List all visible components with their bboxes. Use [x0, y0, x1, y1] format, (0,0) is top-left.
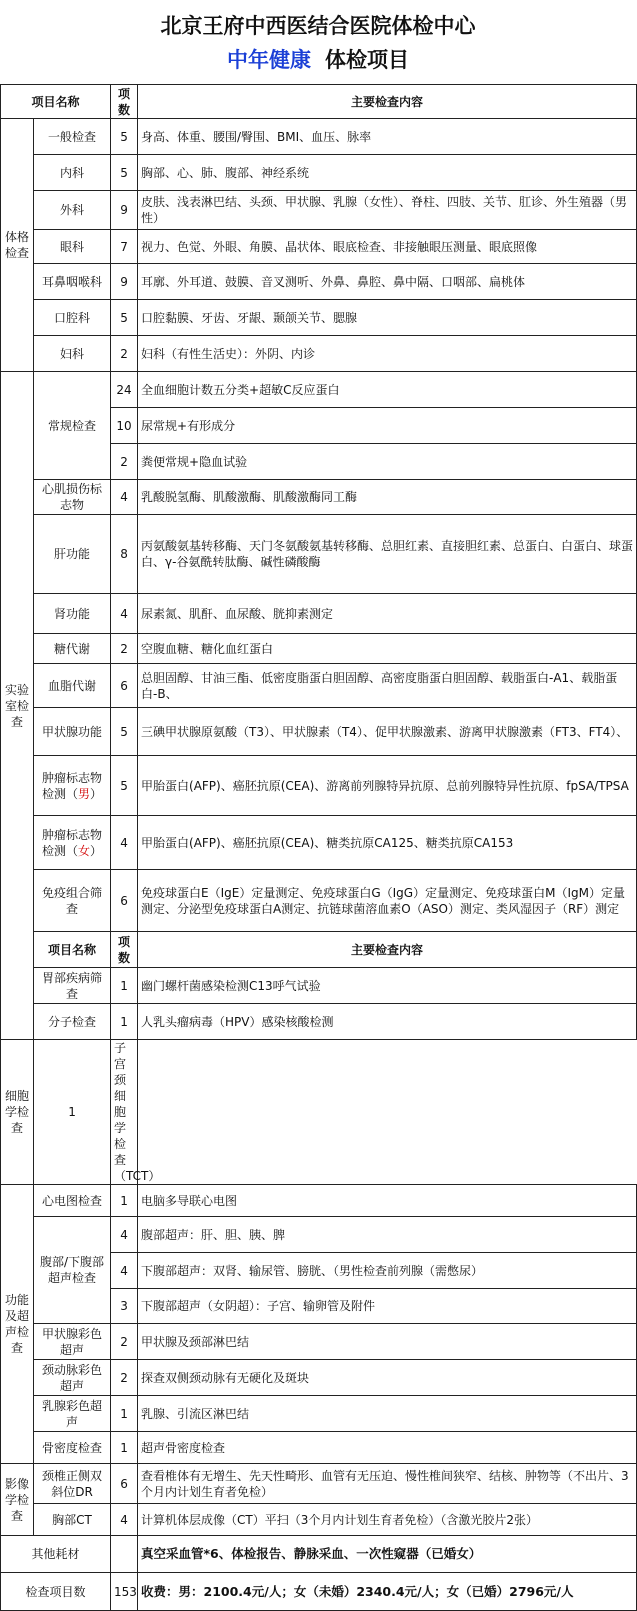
row-count: 6 — [111, 664, 138, 708]
table-row — [1, 1432, 637, 1464]
name-prefix: 肿瘤标志物检测（ — [41, 770, 103, 801]
row-content: 电脑多导联心电图 — [138, 1185, 637, 1217]
table-row — [1, 1464, 637, 1504]
row-name: 心电图检查 — [34, 1185, 111, 1217]
header-content: 主要检查内容 — [138, 85, 637, 119]
row-name: 外科 — [34, 191, 111, 230]
total-label: 检查项目数 — [1, 1573, 111, 1611]
row-content: 计算机体层成像（CT）平扫（3个月内计划生育者免检）（含激光胶片2张） — [138, 1504, 637, 1536]
consumables-content: 真空采血管*6、体检报告、静脉采血、一次性窥器（已婚女） — [138, 1536, 637, 1573]
header-content: 主要检查内容 — [138, 932, 637, 968]
name-prefix: 肿瘤标志物检测（ — [41, 827, 103, 858]
header-count: 项数 — [111, 932, 138, 968]
table-row — [1, 480, 637, 515]
row-count: 5 — [111, 756, 138, 816]
table-row — [1, 1324, 637, 1360]
table-row — [1, 1504, 637, 1536]
row-name: 腹部/下腹部超声检查 — [34, 1217, 111, 1324]
row-content: 全血细胞计数五分类+超敏C反应蛋白 — [138, 372, 637, 408]
row-count: 10 — [111, 408, 138, 444]
row-name — [34, 756, 111, 816]
row-count: 5 — [111, 155, 138, 191]
table-row — [1, 1185, 637, 1217]
table-row — [1, 336, 637, 372]
row-count: 8 — [111, 515, 138, 594]
row-count: 9 — [111, 264, 138, 300]
table-row — [1, 1360, 637, 1396]
row-count: 6 — [111, 1464, 138, 1504]
row-name: 口腔科 — [34, 300, 111, 336]
table-row — [1, 1004, 637, 1040]
table-row — [1, 968, 637, 1004]
row-content: 下腹部超声（女阴超）：子宫、输卵管及附件 — [138, 1289, 637, 1324]
row-count: 9 — [111, 191, 138, 230]
row-count: 3 — [111, 1289, 138, 1324]
row-name: 颈动脉彩色超声 — [34, 1360, 111, 1396]
row-content: 三碘甲状腺原氨酸（T3）、甲状腺素（T4）、促甲状腺激素、游离甲状腺激素（FT3、FT4）、 — [138, 708, 637, 756]
row-name: 心肌损伤标志物 — [34, 480, 111, 515]
table-row — [1, 119, 637, 155]
table-row — [1, 756, 637, 816]
row-name — [34, 816, 111, 870]
row-content: 甲状腺及颈部淋巴结 — [138, 1324, 637, 1360]
total-count: 153 — [111, 1573, 138, 1611]
table-row — [1, 372, 637, 408]
table-row — [1, 708, 637, 756]
name-suffix: ） — [90, 843, 103, 858]
row-content: 人乳头瘤病毒（HPV）感染核酸检测 — [138, 1004, 637, 1040]
row-count: 2 — [111, 444, 138, 480]
row-content: 甲胎蛋白(AFP)、癌胚抗原(CEA)、糖类抗原CA125、糖类抗原CA153 — [138, 816, 637, 870]
row-name: 乳腺彩色超声 — [34, 1396, 111, 1432]
row-name: 眼科 — [34, 230, 111, 264]
table-row — [1, 634, 637, 664]
row-count: 4 — [111, 480, 138, 515]
row-content: 腹部超声：肝、胆、胰、脾 — [138, 1217, 637, 1253]
table-row — [1, 230, 637, 264]
table-row — [1, 1573, 637, 1611]
row-count: 5 — [111, 300, 138, 336]
table-row — [1, 300, 637, 336]
row-content: 乳腺、引流区淋巴结 — [138, 1396, 637, 1432]
table-row — [1, 816, 637, 870]
table-header-repeat — [1, 932, 637, 968]
row-count: 1 — [111, 1396, 138, 1432]
page-title: 北京王府中西医结合医院体检中心 — [160, 13, 476, 38]
table-row — [1, 1217, 637, 1253]
row-count: 4 — [111, 816, 138, 870]
table-row — [1, 264, 637, 300]
row-count: 2 — [111, 1324, 138, 1360]
row-name: 甲状腺功能 — [34, 708, 111, 756]
subtitle-rest: 体检项目 — [325, 47, 409, 72]
row-content: 子宫颈细胞学检查（TCT） — [111, 1040, 138, 1185]
header-name: 项目名称 — [1, 85, 111, 119]
row-name: 甲状腺彩色超声 — [34, 1324, 111, 1360]
row-count: 4 — [111, 1217, 138, 1253]
row-name: 细胞学检查 — [1, 1040, 34, 1185]
row-content: 皮肤、浅表淋巴结、头颈、甲状腺、乳腺（女性）、脊柱、四肢、关节、肛诊、外生殖器（男性） — [138, 191, 637, 230]
row-name: 其他耗材 — [1, 1536, 111, 1573]
category-lab: 实验室检查 — [1, 372, 34, 1040]
row-count: 1 — [111, 1004, 138, 1040]
row-count: 1 — [34, 1040, 111, 1185]
row-name: 免疫组合筛查 — [34, 870, 111, 932]
row-name: 糖代谢 — [34, 634, 111, 664]
row-content: 胸部、心、肺、腹部、神经系统 — [138, 155, 637, 191]
row-content: 丙氨酸氨基转移酶、天门冬氨酸氨基转移酶、总胆红素、直接胆红素、总蛋白、白蛋白、球蛋白、γ-谷氨酰转肽酶、碱性磷酸酶 — [138, 515, 637, 594]
category-physical: 体格检查 — [1, 119, 34, 372]
row-content: 耳廓、外耳道、鼓膜、音叉测听、外鼻、鼻腔、鼻中隔、口咽部、扁桃体 — [138, 264, 637, 300]
price-content: 收费：男：2100.4元/人；女（未婚）2340.4元/人；女（已婚）2796元/人 — [138, 1573, 637, 1611]
subtitle-highlight: 中年健康 — [227, 47, 311, 72]
name-suffix: ） — [90, 786, 103, 801]
gender-label: 女 — [78, 843, 91, 858]
row-name: 颈椎正侧双斜位DR — [34, 1464, 111, 1504]
row-content: 妇科（有性生活史）：外阴、内诊 — [138, 336, 637, 372]
row-content: 口腔黏膜、牙齿、牙龈、颞颌关节、腮腺 — [138, 300, 637, 336]
header-count: 项数 — [111, 85, 138, 119]
row-count: 5 — [111, 119, 138, 155]
row-count: 4 — [111, 1253, 138, 1289]
row-content: 身高、体重、腰围/臀围、BMI、血压、脉率 — [138, 119, 637, 155]
exam-items-table — [0, 84, 637, 1611]
row-content: 视力、色觉、外眼、角膜、晶状体、眼底检查、非接触眼压测量、眼底照像 — [138, 230, 637, 264]
category-imaging: 影像学检查 — [1, 1464, 34, 1536]
row-name: 内科 — [34, 155, 111, 191]
row-count: 2 — [111, 1360, 138, 1396]
row-name: 肾功能 — [34, 594, 111, 634]
table-row — [1, 191, 637, 230]
row-content: 尿素氮、肌酐、血尿酸、胱抑素测定 — [138, 594, 637, 634]
table-row — [1, 1040, 637, 1185]
table-row — [1, 155, 637, 191]
row-content: 查看椎体有无增生、先天性畸形、血管有无压迫、慢性椎间狭窄、结核、肿物等（不出片、3个月内计划生育者免检） — [138, 1464, 637, 1504]
row-name: 胃部疾病筛查 — [34, 968, 111, 1004]
row-content: 空腹血糖、糖化血红蛋白 — [138, 634, 637, 664]
row-count: 1 — [111, 1432, 138, 1464]
row-count: 5 — [111, 708, 138, 756]
row-content: 乳酸脱氢酶、肌酸激酶、肌酸激酶同工酶 — [138, 480, 637, 515]
table-row — [1, 664, 637, 708]
table-row — [1, 594, 637, 634]
row-name: 一般检查 — [34, 119, 111, 155]
row-count: 7 — [111, 230, 138, 264]
row-content: 尿常规+有形成分 — [138, 408, 637, 444]
table-header — [1, 85, 637, 119]
table-row — [1, 870, 637, 932]
header-name: 项目名称 — [34, 932, 111, 968]
category-function-ultrasound: 功能及超声检查 — [1, 1185, 34, 1464]
table-row — [1, 1396, 637, 1432]
row-content: 免疫球蛋白E（IgE）定量测定、免疫球蛋白G（IgG）定量测定、免疫球蛋白M（IgM）定量测定、分泌型免疫球蛋白A测定、抗链球菌溶血素O（ASO）测定、类风湿因子（RF）测定 — [138, 870, 637, 932]
row-count: 4 — [111, 594, 138, 634]
row-count: 4 — [111, 1504, 138, 1536]
row-count — [111, 1536, 138, 1573]
table-row — [1, 515, 637, 594]
row-content: 超声骨密度检查 — [138, 1432, 637, 1464]
row-count: 1 — [111, 968, 138, 1004]
row-name: 妇科 — [34, 336, 111, 372]
row-content: 下腹部超声：双肾、输尿管、膀胱、（男性检查前列腺（需憋尿） — [138, 1253, 637, 1289]
row-count: 6 — [111, 870, 138, 932]
row-content: 甲胎蛋白(AFP)、癌胚抗原(CEA)、游离前列腺特异抗原、总前列腺特异性抗原、fpSA/TPSA — [138, 756, 637, 816]
row-count: 2 — [111, 634, 138, 664]
row-count: 2 — [111, 336, 138, 372]
row-content: 总胆固醇、甘油三酯、低密度脂蛋白胆固醇、高密度脂蛋白胆固醇、载脂蛋白-A1、载脂蛋白-B、 — [138, 664, 637, 708]
table-row — [1, 1536, 637, 1573]
row-name: 骨密度检查 — [34, 1432, 111, 1464]
row-name: 常规检查 — [34, 372, 111, 480]
row-content: 探查双侧颈动脉有无硬化及斑块 — [138, 1360, 637, 1396]
row-content: 粪便常规+隐血试验 — [138, 444, 637, 480]
row-name: 分子检查 — [34, 1004, 111, 1040]
row-count: 1 — [111, 1185, 138, 1217]
gender-label: 男 — [78, 786, 91, 801]
row-content: 幽门螺杆菌感染检测C13呼气试验 — [138, 968, 637, 1004]
row-name: 肝功能 — [34, 515, 111, 594]
row-name: 耳鼻咽喉科 — [34, 264, 111, 300]
row-name: 血脂代谢 — [34, 664, 111, 708]
row-count: 24 — [111, 372, 138, 408]
row-name: 胸部CT — [34, 1504, 111, 1536]
page-subtitle — [0, 44, 636, 74]
